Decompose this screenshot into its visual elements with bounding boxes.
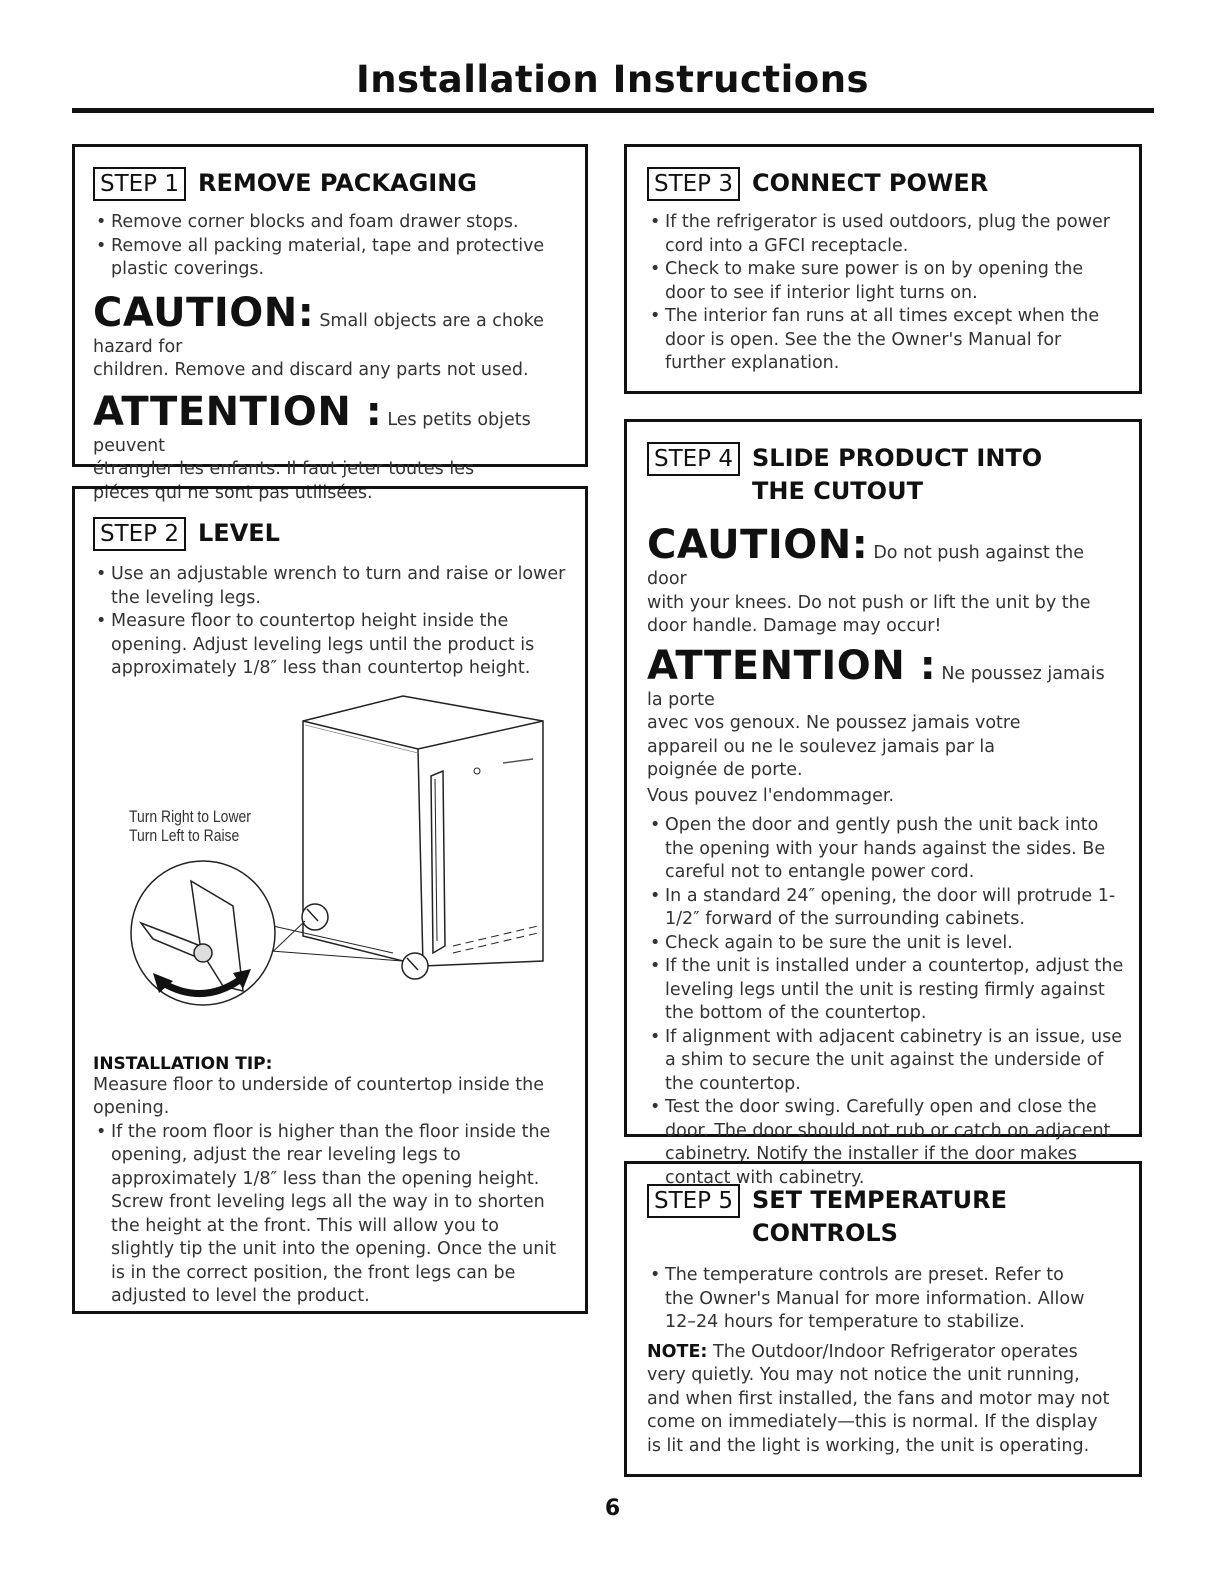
step5-box xyxy=(624,1161,1142,1477)
step4-title-line1: SLIDE PRODUCT INTO xyxy=(752,444,1043,472)
caution-cont: children. Remove and discard any parts not used. xyxy=(93,360,529,380)
step3-tag: STEP 3 xyxy=(647,167,740,201)
list-item: • If the unit is installed under a countertop, adjust the leveling legs until the unit is resting firmly against the bottom of the countertop. xyxy=(647,955,1127,1026)
tip-text: Measure floor to underside of countertop inside the opening. xyxy=(93,1074,545,1118)
step4-title xyxy=(752,442,1042,508)
caution-label: CAUTION: xyxy=(647,522,869,568)
list-item: • The interior fan runs at all times except when the door is open. See the the Owner's Manual for further explanation. xyxy=(647,305,1125,376)
figure-label-raise: Turn Left to Raise xyxy=(129,825,240,845)
list-item: • Open the door and gently push the unit back into the opening with your hands against the sides. Be careful not to entangle power cord. xyxy=(647,814,1127,885)
tip-heading: INSTALLATION TIP: xyxy=(93,1053,273,1074)
step4-title-line2: THE CUTOUT xyxy=(752,477,923,505)
step2-tag: STEP 2 xyxy=(93,517,186,551)
step1-title: REMOVE PACKAGING xyxy=(198,169,477,197)
attention-text: Ne poussez jamais la porte xyxy=(647,663,1105,710)
step2-header xyxy=(93,517,569,551)
step1-box xyxy=(72,144,588,503)
list-item: • If the refrigerator is used outdoors, plug the power cord into a GFCI receptacle. xyxy=(647,211,1125,258)
step5-title xyxy=(752,1184,1007,1250)
refrigerator-illustration xyxy=(93,691,573,1046)
step2-bullets xyxy=(93,563,571,681)
step2-title: LEVEL xyxy=(198,519,280,547)
list-item: • Check again to be sure the unit is level. xyxy=(647,932,1127,956)
list-item: • The temperature controls are preset. Refer to the Owner's Manual for more information. Allow 12–24 hours for temperature to stabilize. xyxy=(647,1264,1087,1335)
attention-cont: avec vos genoux. Ne poussez jamais votre appareil ou ne le soulevez jamais par la poignée de porte. xyxy=(647,713,1021,780)
page-number: 6 xyxy=(604,1496,621,1521)
step3-header xyxy=(647,167,1125,201)
step1-tag: STEP 1 xyxy=(93,167,186,201)
step4-bullets xyxy=(647,814,1127,1190)
step4-caution xyxy=(647,522,1125,639)
page-title: Installation Instructions xyxy=(355,58,870,101)
step5-bullets xyxy=(647,1264,1087,1335)
figure-labels xyxy=(129,807,251,845)
step3-bullets xyxy=(647,211,1125,376)
step1-bullets xyxy=(93,211,553,282)
attention-cont: étrangler les enfants. Il faut jeter toutes les piéces qui ne sont pas utilisées. xyxy=(93,459,475,503)
step4-header xyxy=(647,442,1125,508)
caution-text: Do not push against the door xyxy=(647,543,1085,589)
step5-title-line1: SET TEMPERATURE xyxy=(752,1186,1007,1214)
list-item: • If the room floor is higher than the floor inside the opening, adjust the rear leveling legs to approximately 1/8″ less than the opening height. Screw front leveling legs all the way in to shorten the height at the front. This will allow you to slightly tip the unit into the opening. Once the unit is in the correct position, the front legs can be adjusted to level the product. xyxy=(93,1121,563,1309)
caution-text: Small objects are a choke hazard for xyxy=(93,310,544,357)
list-item: • If alignment with adjacent cabinetry is an issue, use a shim to secure the unit against the underside of the countertop. xyxy=(647,1026,1127,1097)
list-item: • In a standard 24″ opening, the door will protrude 1-1/2″ forward of the surrounding cabinets. xyxy=(647,885,1127,932)
list-item: • Check to make sure power is on by opening the door to see if interior light turns on. xyxy=(647,258,1125,305)
step2-box xyxy=(72,486,588,1314)
attention-text: Les petits objets peuvent xyxy=(93,409,531,456)
title-rule xyxy=(72,108,1154,113)
figure-label-lower: Turn Right to Lower xyxy=(129,806,251,826)
installation-tip xyxy=(93,1054,563,1309)
note-label: NOTE: xyxy=(647,1341,708,1362)
list-item: • Use an adjustable wrench to turn and raise or lower the leveling legs. xyxy=(93,563,571,610)
step4-box xyxy=(624,419,1142,1188)
step1-header xyxy=(93,167,569,201)
step5-tag: STEP 5 xyxy=(647,1184,740,1218)
attention-label: ATTENTION : xyxy=(647,642,937,689)
list-item: • Measure floor to countertop height inside the opening. Adjust leveling legs until the product is approximately 1/8″ less than countertop height. xyxy=(93,610,571,681)
step3-title: CONNECT POWER xyxy=(752,169,989,197)
attention-last: Vous pouvez l'endommager. xyxy=(647,785,895,806)
step1-caution xyxy=(93,290,569,383)
step4-tag: STEP 4 xyxy=(647,442,740,476)
step4-attention xyxy=(647,643,1125,809)
note-text: The Outdoor/Indoor Refrigerator operates very quietly. You may not notice the unit running, and when first installed, the fans and motor may not come on immediately—this is normal. If the display is lit and the light is working, the unit is operating. xyxy=(647,1341,1110,1456)
list-item: • Remove all packing material, tape and protective plastic coverings. xyxy=(93,235,553,282)
attention-label: ATTENTION : xyxy=(93,388,383,435)
list-item: • Test the door swing. Carefully open and close the door. The door should not rub or catch on adjacent cabinetry. Notify the installer if the door makes contact with cabinetry. xyxy=(647,1096,1127,1190)
caution-label: CAUTION: xyxy=(93,289,315,336)
step5-note xyxy=(647,1341,1117,1459)
level-figure xyxy=(93,691,569,1046)
tip-bullets xyxy=(93,1121,563,1309)
caution-cont: with your knees. Do not push or lift the unit by the door handle. Damage may occur! xyxy=(647,592,1091,636)
list-item: • Remove corner blocks and foam drawer stops. xyxy=(93,211,553,235)
step3-box xyxy=(624,144,1142,394)
step5-header xyxy=(647,1184,1125,1250)
step5-title-line2: CONTROLS xyxy=(752,1219,898,1247)
